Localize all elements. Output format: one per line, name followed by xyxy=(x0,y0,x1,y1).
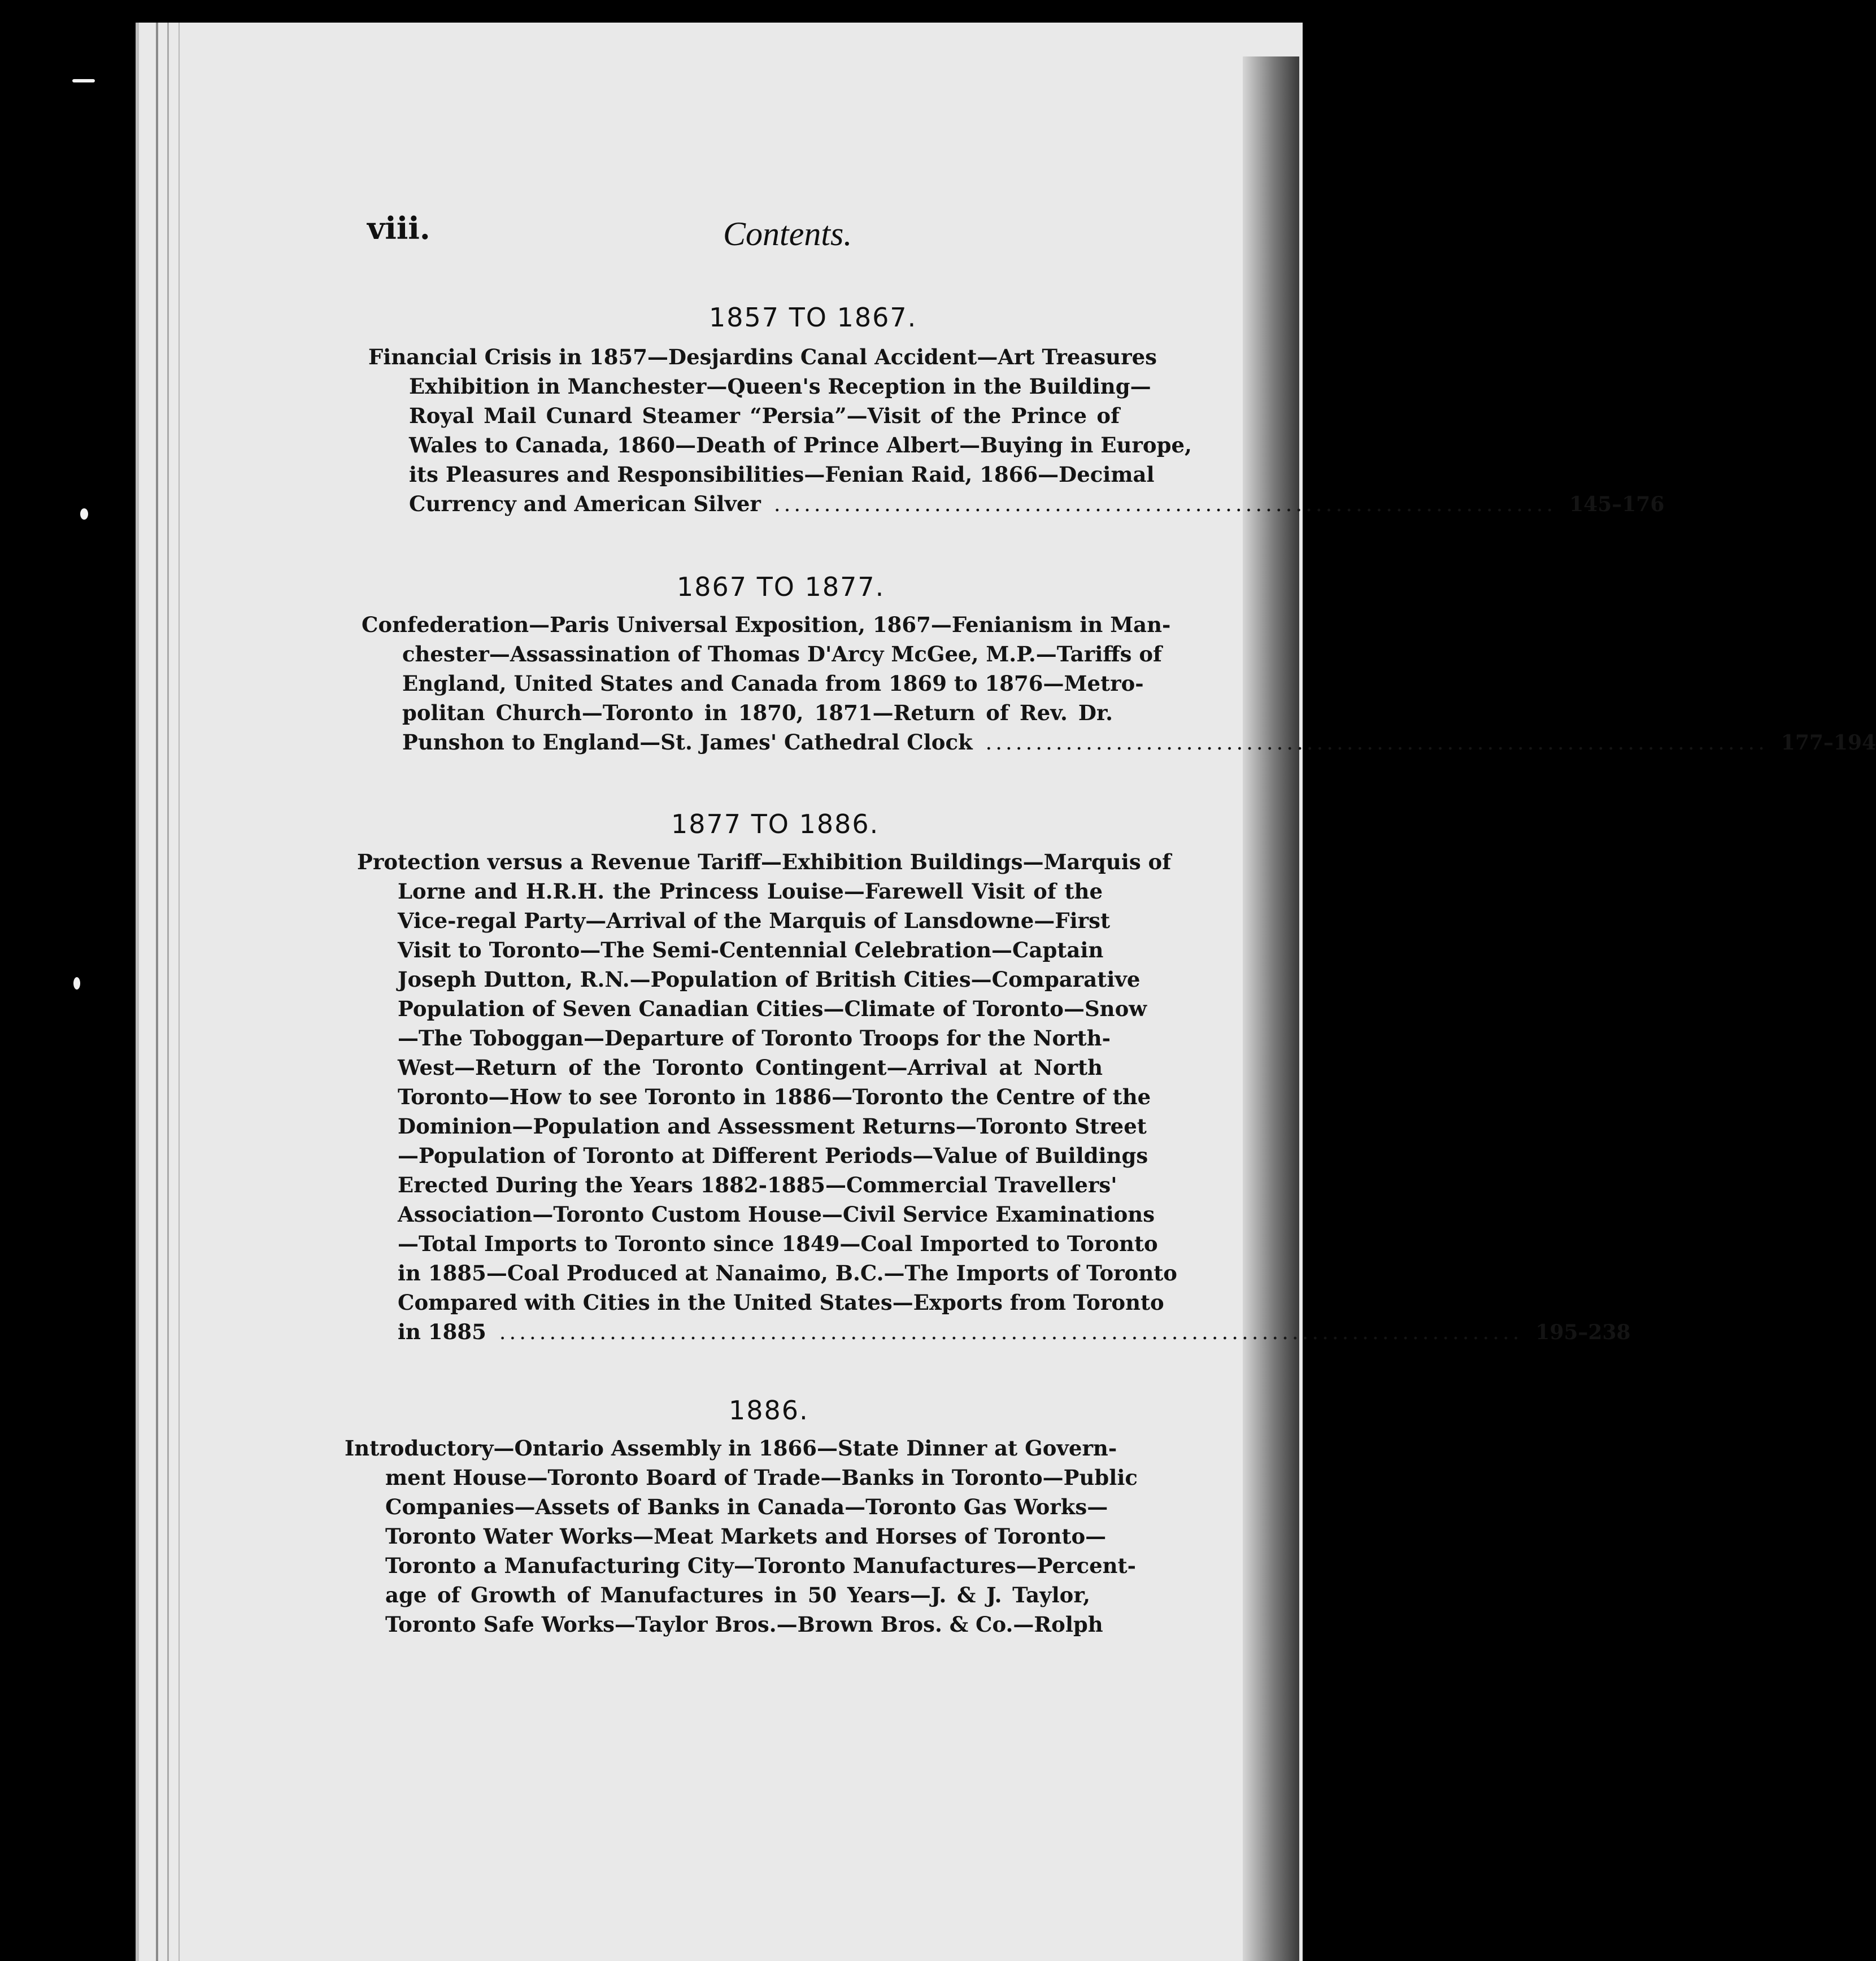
entry-line: Currency and American Silver xyxy=(409,491,761,516)
entry-last-line xyxy=(398,1317,1631,1346)
entry-line: —Population of Toronto at Different Periods—Value of Buildings xyxy=(398,1143,1148,1168)
contents-entry xyxy=(357,847,1631,1346)
entry-line: in 1885 xyxy=(398,1319,486,1344)
page-edge xyxy=(179,23,180,1961)
entry-line: —The Toboggan—Departure of Toronto Troops for the North- xyxy=(398,1026,1111,1051)
contents-entry xyxy=(368,342,1665,518)
entry-line: Vice-regal Party—Arrival of the Marquis of Lansdowne—First xyxy=(398,908,1111,933)
entry-line: chester—Assassination of Thomas D'Arcy McGee, M.P.—Tariffs of xyxy=(402,642,1162,666)
entry-line: Financial Crisis in 1857—Desjardins Canal Accident—Art Treasures xyxy=(368,345,1157,369)
entry-line: Toronto Water Works—Meat Markets and Horses of Toronto— xyxy=(385,1524,1107,1549)
section-heading: 1867 TO 1877. xyxy=(677,572,885,602)
entry-line: Exhibition in Manchester—Queen's Reception in the Building— xyxy=(409,374,1151,399)
entry-line: Companies—Assets of Banks in Canada—Toronto Gas Works— xyxy=(385,1494,1108,1519)
section-heading: 1857 TO 1867. xyxy=(709,302,917,333)
running-head: Contents. xyxy=(723,215,852,252)
entry-last-line xyxy=(402,727,1876,757)
gutter-shadow xyxy=(1243,56,1299,1961)
entry-line: ment House—Toronto Board of Trade—Banks in Toronto—Public xyxy=(385,1465,1138,1490)
entry-line: Compared with Cities in the United States—Exports from Toronto xyxy=(398,1290,1164,1315)
entry-line: Toronto—How to see Toronto in 1886—Toronto the Centre of the xyxy=(398,1084,1151,1109)
entry-line: Association—Toronto Custom House—Civil Service Examinations xyxy=(398,1202,1155,1227)
entry-line: Toronto a Manufacturing City—Toronto Manufactures—Percent- xyxy=(385,1553,1136,1578)
entry-line: Joseph Dutton, R.N.—Population of British Cities—Comparative xyxy=(398,967,1141,992)
entry-line: age of Growth of Manufactures in 50 Years—J. & J. Taylor, xyxy=(385,1583,1090,1607)
entry-line: Punshon to England—St. James' Cathedral Clock xyxy=(402,730,973,755)
dot-leader: .............................................................................. xyxy=(773,492,1557,516)
entry-line: Royal Mail Cunard Steamer “Persia”—Visit of the Prince of xyxy=(409,403,1120,428)
entry-line: Introductory—Ontario Assembly in 1866—State Dinner at Govern- xyxy=(345,1436,1117,1461)
entry-line: England, United States and Canada from 1869 to 1876—Metro- xyxy=(402,671,1144,696)
scan-speck xyxy=(73,977,80,990)
dot-leader: ...................................................................................................... xyxy=(499,1320,1523,1344)
contents-entry xyxy=(362,610,1876,757)
scan-speck xyxy=(80,508,88,520)
section-heading: 1886. xyxy=(729,1395,809,1426)
entry-line: Dominion—Population and Assessment Returns—Toronto Street xyxy=(398,1114,1147,1139)
page-range: 195–238 xyxy=(1535,1321,1631,1344)
entry-line: politan Church—Toronto in 1870, 1871—Return of Rev. Dr. xyxy=(402,700,1113,725)
entry-last-line xyxy=(409,489,1665,518)
entry-line: Protection versus a Revenue Tariff—Exhibition Buildings—Marquis of xyxy=(357,849,1172,874)
page-edge xyxy=(167,23,169,1961)
dot-leader: .............................................................................. xyxy=(985,730,1768,755)
page-number: viii. xyxy=(367,210,430,246)
entry-line: Erected During the Years 1882-1885—Commercial Travellers' xyxy=(398,1173,1117,1197)
entry-line: its Pleasures and Responsibilities—Fenian Raid, 1866—Decimal xyxy=(409,462,1155,487)
entry-line: Confederation—Paris Universal Exposition, 1867—Fenianism in Man- xyxy=(362,612,1171,637)
scan-speck xyxy=(72,79,95,82)
page-range: 177–194 xyxy=(1781,731,1876,755)
section-heading: 1877 TO 1886. xyxy=(671,809,880,839)
entry-line: Toronto Safe Works—Taylor Bros.—Brown Bros. & Co.—Rolph xyxy=(385,1612,1103,1637)
page-edge xyxy=(156,23,158,1961)
entry-line: Wales to Canada, 1860—Death of Prince Albert—Buying in Europe, xyxy=(409,433,1192,457)
entry-line: West—Return of the Toronto Contingent—Arrival at North xyxy=(398,1055,1103,1080)
entry-line: —Total Imports to Toronto since 1849—Coal Imported to Toronto xyxy=(398,1231,1158,1256)
entry-line: Population of Seven Canadian Cities—Climate of Toronto—Snow xyxy=(398,996,1147,1021)
entry-line: Lorne and H.R.H. the Princess Louise—Farewell Visit of the xyxy=(398,879,1103,904)
entry-line: in 1885—Coal Produced at Nanaimo, B.C.—The Imports of Toronto xyxy=(398,1261,1177,1285)
page-range: 145–176 xyxy=(1569,493,1665,516)
contents-entry xyxy=(345,1433,1138,1639)
entry-line: Visit to Toronto—The Semi-Centennial Celebration—Captain xyxy=(398,938,1104,962)
